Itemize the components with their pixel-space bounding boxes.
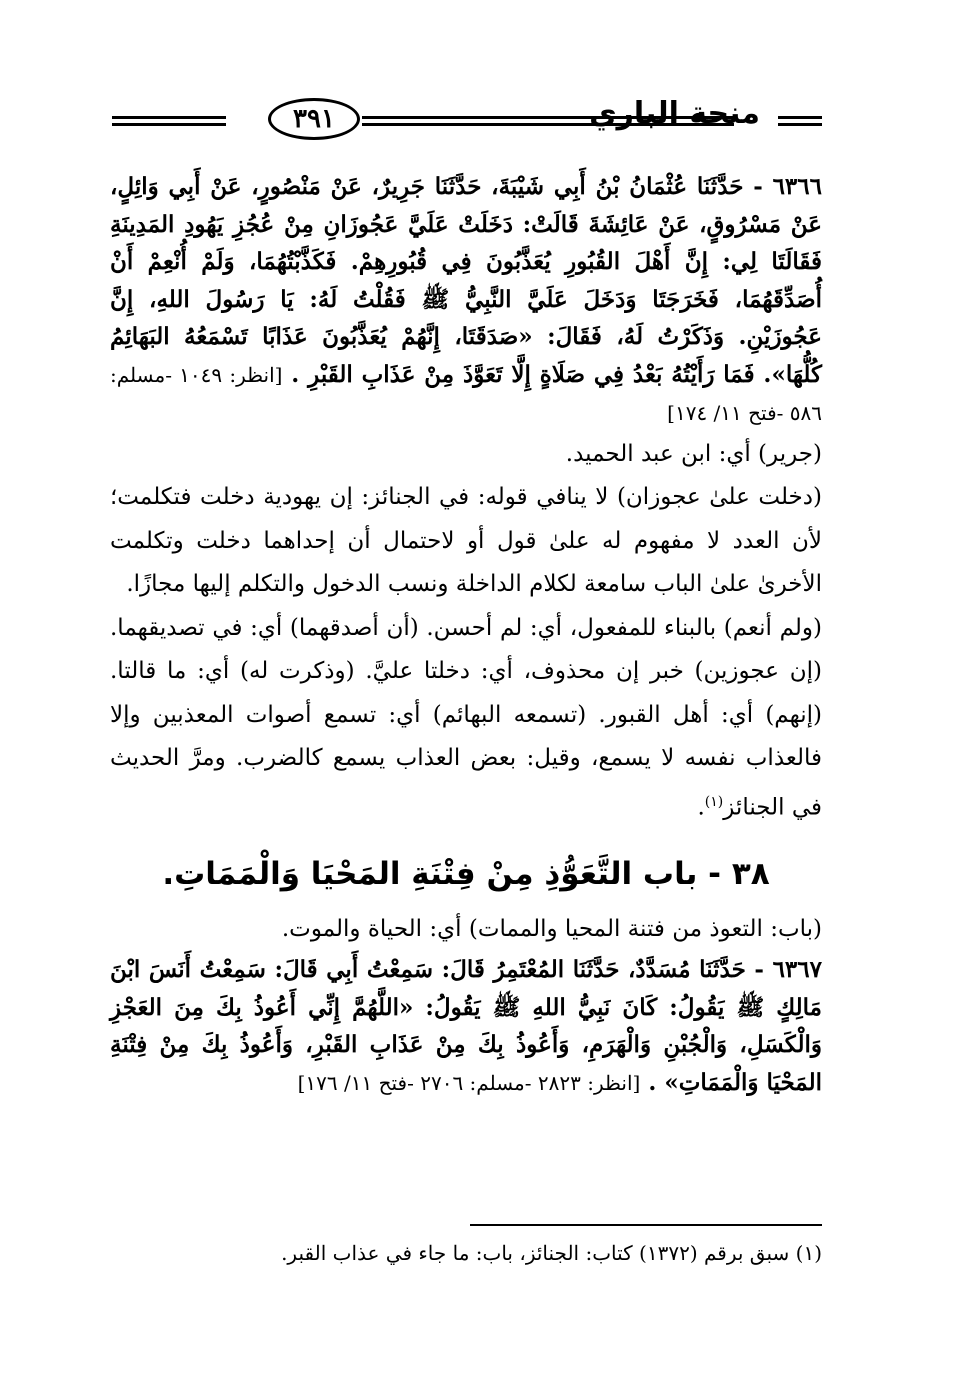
chapter-title: ٣٨ - باب التَّعَوُّذِ مِنْ فِتْنَةِ المَحْيَا وَالْمَمَاتِ. xyxy=(162,855,770,892)
hadith-6367 xyxy=(110,951,822,1102)
hadith-6367-reference: [انظر: ٢٨٢٣ -مسلم: ٢٧٠٦ -فتح ١١/ ١٧٦] xyxy=(297,1070,641,1095)
page-number: ٣٩١ xyxy=(268,98,360,140)
hadith-6366 xyxy=(110,168,822,433)
commentary-paragraph-3-end: . xyxy=(697,794,705,821)
footnote-separator xyxy=(470,1224,822,1226)
footnote-marker: (١) xyxy=(704,793,724,810)
book-title: منحة الباري xyxy=(589,96,760,131)
commentary-paragraph-3 xyxy=(110,607,822,830)
hadith-6366-text: ٦٣٦٦ - حَدَّثَنَا عُثْمَانُ بْنُ أَبِي شَيْبَةَ، حَدَّثَنَا جَرِيرٌ، عَنْ مَنْصُورٍ، عَنْ أَبِي وَائِلٍ، عَنْ مَسْرُوقٍ، عَنْ عَائِشَةَ قَالَتْ: دَخَلَتْ عَلَيَّ عَجُوزَانِ مِنْ عُجُزِ يَهُودِ المَدِينَةِ فَقَالَتَا لِي: إِنَّ أَهْلَ القُبُورِ يُعَذَّبُونَ فِي قُبُورِهِمْ. فَكَذَّبْتُهُمَا، وَلَمْ أُنْعِمْ أَنْ أُصَدِّقَهُمَا، فَخَرَجَتَا وَدَخَلَ عَلَيَّ النَّبِيُّ ﷺ فَقُلْتُ لَهُ: يَا رَسُولَ اللهِ، إِنَّ عَجُوزَيْنِ. وَذَكَرْتُ لَهُ، فَقَالَ: «صَدَقَتَا، إِنَّهُمْ يُعَذَّبُونَ عَذَابًا تَسْمَعُهُ البَهَائِمُ كُلُّهَا». فَمَا رَأَيْتُهُ بَعْدُ فِي صَلَاةٍ إِلَّا تَعَوَّذَ مِنْ عَذَابِ القَبْرِ . xyxy=(110,173,822,388)
header-rule-right xyxy=(778,116,822,119)
header-rule-left xyxy=(112,116,226,119)
page-content xyxy=(110,168,822,1102)
commentary-paragraph-3-text: (ولم أنعم) بالبناء للمفعول، أي: لم أحسن. (أن أصدقهما) أي: في تصديقهما. (إن عجوزين) خبر إن محذوف، أي: دخلتا عليَّ. (وذكرت له) أي: ما قالتا. (إنهم) أي: أهل القبور. (تسمعه البهائم) أي: تسمع أصوات المعذبين وإلا فالعذاب نفسه لا يسمع، وقيل: بعض العذاب يسمع كالضرب. ومرَّ الحديث في الجنائز xyxy=(110,614,822,821)
commentary-paragraph-2: (دخلت علىٰ عجوزان) لا ينافي قوله: في الجنائز: إن يهودية دخلت فتكلمت؛ لأن العدد لا مفهوم له علىٰ قول أو لاحتمال أن إحداهما دخلت وتكلمت الأخرىٰ علىٰ الباب سامعة لكلام الداخلة ونسب الدخول والتكلم إليها مجازًا. xyxy=(110,484,822,597)
footnote-1: (١) سبق برقم (١٣٧٢) كتاب: الجنائز، باب: ما جاء في عذاب القبر. xyxy=(281,1241,822,1265)
page-header xyxy=(112,96,822,156)
hadith-6366-reference: [انظر: ١٠٤٩ -مسلم: ٥٨٦ -فتح ١١/ ١٧٤] xyxy=(110,362,822,425)
chapter-commentary: (باب: التعوذ من فتنة المحيا والممات) أي: الحياة والموت. xyxy=(281,915,822,942)
commentary-paragraph-1: (جرير) أي: ابن عبد الحميد. xyxy=(565,440,822,467)
hadith-6367-text: ٦٣٦٧ - حَدَّثَنَا مُسَدَّدٌ، حَدَّثَنَا المُعْتَمِرُ قَالَ: سَمِعْتُ أَبِي قَالَ: سَمِعْتُ أَنَسَ ابْنَ مَالِكٍ ﷺ يَقُولُ: كَانَ نَبِيُّ اللهِ ﷺ يَقُولُ: «اللَّهُمَّ إِنِّي أَعُوذُ بِكَ مِنَ العَجْزِ وَالْكَسَلِ، وَالْجُبْنِ وَالْهَرَمِ، وَأَعُوذُ بِكَ مِنْ عَذَابِ القَبْرِ، وَأَعُوذُ بِكَ مِنْ فِتْنَةِ المَحْيَا وَالْمَمَاتِ» . xyxy=(110,956,822,1096)
